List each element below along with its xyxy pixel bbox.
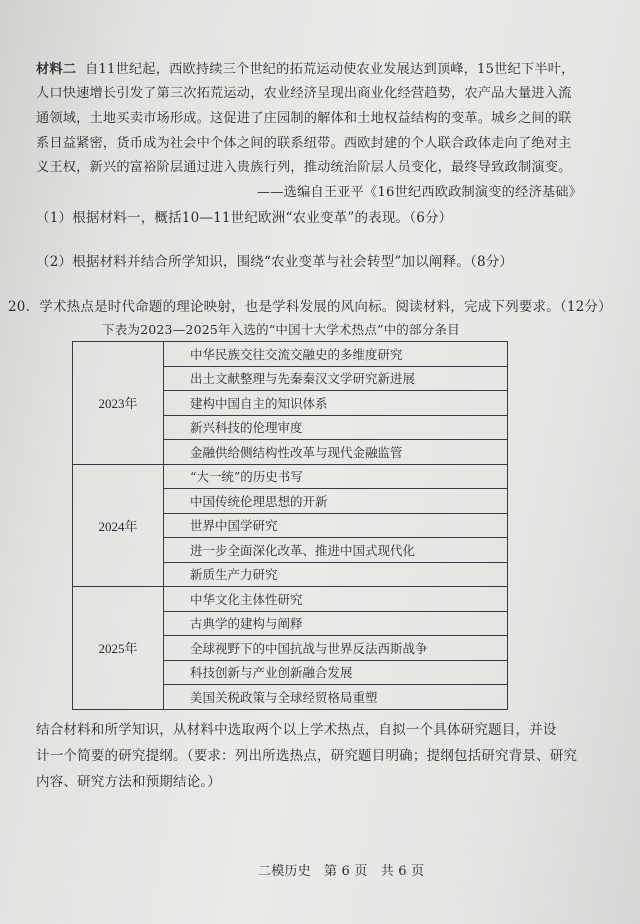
hotspot-cell: 科技创新与产业创新融合发展 <box>164 660 508 685</box>
task-line-1: 结合材料和所学知识，从材料中选取两个以上学术热点，自拟一个具体研究题目，并设 <box>36 722 557 738</box>
year-cell: 2023年 <box>73 342 164 465</box>
year-cell: 2025年 <box>73 587 164 710</box>
hotspot-cell: 出土文献整理与先秦秦汉文学研究新进展 <box>164 366 508 391</box>
question-2: （2）根据材料并结合所学知识，围绕“农业变革与社会转型”加以阐释。（8分） <box>36 254 514 270</box>
material2-line-2: 人口快速增长引发了第三次拓荒运动，农业经济呈现出商业化经营趋势，农产品大量进入流 <box>36 86 572 101</box>
material2-line-5: 义王权，新兴的富裕阶层通过进入贵族行列，推动统治阶层人员变化，最终导致政制演变。 <box>36 160 572 175</box>
hotspot-cell: 古典学的建构与阐释 <box>164 611 508 636</box>
hotspot-cell: 全球视野下的中国抗战与世界反法西斯战争 <box>164 636 508 661</box>
hotspot-cell: 中国传统伦理思想的开新 <box>164 489 508 514</box>
question-1: （1）根据材料一，概括10—11世纪欧洲“农业变革”的表现。（6分） <box>36 210 453 226</box>
hotspot-cell: 建构中国自主的知识体系 <box>164 391 508 416</box>
table-row <box>73 464 508 489</box>
question-20-stem: 20．学术热点是时代命题的理论映射，也是学科发展的风向标。阅读材料，完成下列要求。（12分） <box>8 299 612 315</box>
material2-line-4: 系日益紧密，货币成为社会中个体之间的联系纽带。西欧封建的个人联合政体走向了绝对主 <box>36 136 572 151</box>
hotspot-cell: 进一步全面深化改革、推进中国式现代化 <box>164 538 508 563</box>
hotspot-cell: 新兴科技的伦理审度 <box>164 415 508 440</box>
material2-line-3: 通领域，土地买卖市场形成。这促进了庄园制的解体和土地权益结构的变革。城乡之间的联 <box>36 111 572 126</box>
material2-label: 材料二 <box>36 62 77 77</box>
material2-line-1: 材料二 自11世纪起，西欧持续三个世纪的拓荒运动使农业发展达到顶峰，15世纪下半叶， <box>36 62 575 77</box>
material2-source: ——选编自王亚平《16世纪西欧政制演变的经济基础》 <box>256 185 582 200</box>
table-row <box>73 342 508 367</box>
hotspot-cell: 中华民族交往交流交融史的多维度研究 <box>164 342 508 367</box>
academic-hotspots-table <box>72 341 508 710</box>
table-row <box>73 587 508 612</box>
task-line-2: 计一个简要的研究提纲。（要求：列出所选热点，研究题目明确；提纲包括研究背景、研究 <box>36 748 578 764</box>
hotspot-cell: 中华文化主体性研究 <box>164 587 508 612</box>
hotspot-cell: 金融供给侧结构性改革与现代金融监管 <box>164 440 508 465</box>
year-cell: 2024年 <box>73 464 164 587</box>
hotspot-cell: “大一统”的历史书写 <box>164 464 508 489</box>
hotspot-cell: 新质生产力研究 <box>164 562 508 587</box>
task-line-3: 内容、研究方法和预期结论。） <box>36 774 222 790</box>
table-caption: 下表为2023—2025年入选的“中国十大学术热点”中的部分条目 <box>102 322 460 337</box>
page-footer: 二模历史 第 6 页 共 6 页 <box>258 864 425 879</box>
hotspot-cell: 世界中国学研究 <box>164 513 508 538</box>
hotspot-cell: 美国关税政策与全球经贸格局重塑 <box>164 685 508 710</box>
